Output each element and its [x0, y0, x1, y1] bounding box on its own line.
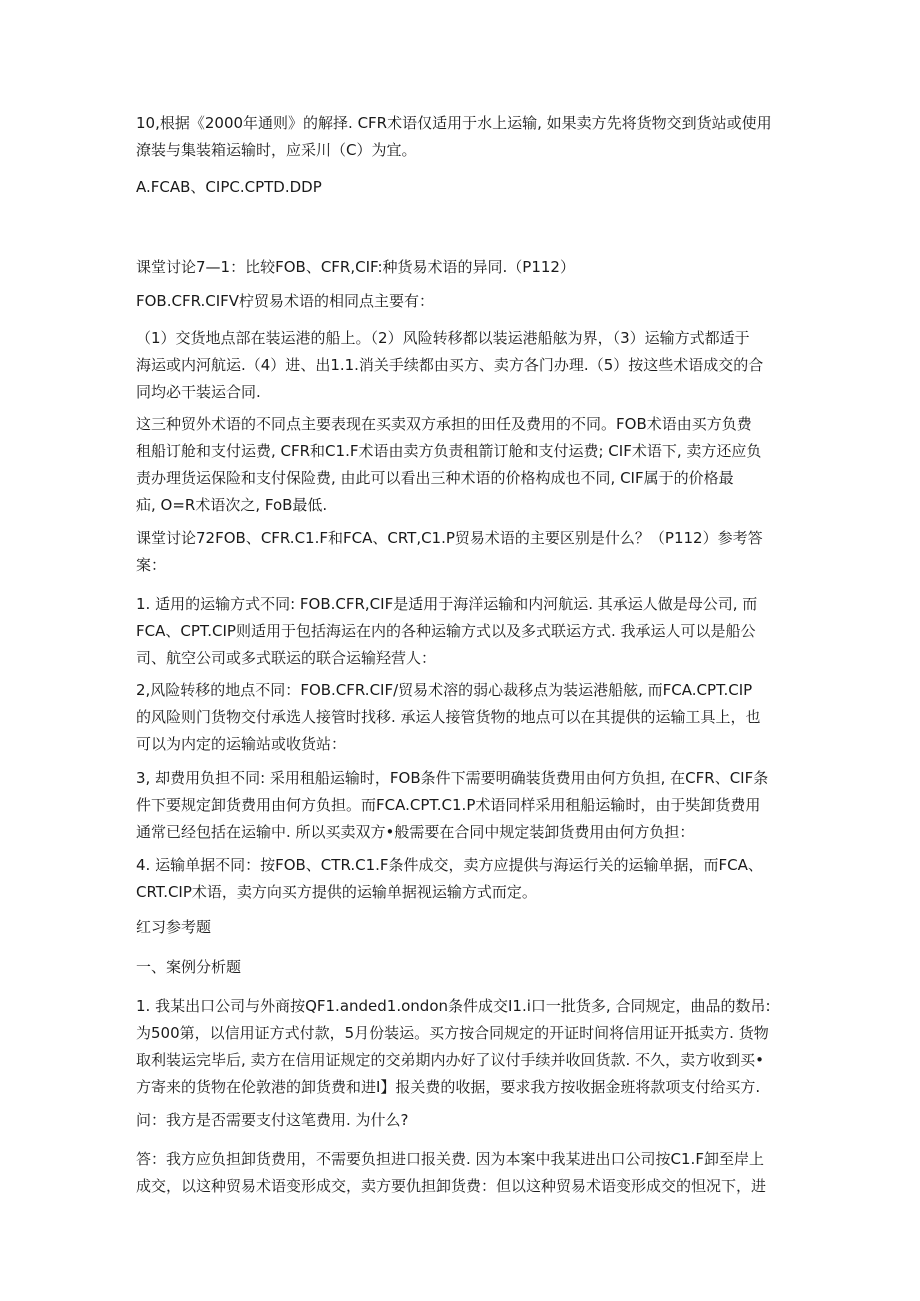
text-line: （1）交货地点部在装运港的船上。（2）风险转移都以装运港船舷为界，（3）运输方式都适于 — [136, 329, 750, 347]
text-line: 为500第，以信用证方式付款，5月份装运。买方按合同规定的开证时间将信用证开抵卖方. 货物 — [136, 1024, 769, 1042]
difference-item-1 — [136, 591, 786, 672]
text-line: 租船订舱和支付运费, CFR和C1.F术语由卖方负责租箭订舱和支付运费; CIF术语下, 卖方还应负 — [136, 442, 762, 460]
text-line: 责办理货运保险和支付保险费, 由此可以看出三种术语的价格构成也不同, CIF属于的价格最 — [136, 469, 734, 487]
text-line: 取利装运完毕后, 卖方在信用证规定的交弟期内办好了议付手续并收回货款. 不久，卖方收到买• — [136, 1051, 764, 1069]
text-line: 案： — [136, 556, 167, 574]
text-line: 红习参考题 — [136, 918, 212, 936]
question-10-options — [136, 174, 786, 201]
discussion-7-1-heading — [136, 254, 786, 281]
text-line: 课堂讨论72FOB、CFR.C1.F和FCA、CRT,C1.P贸易术语的主要区别是什么？（P112）参考答 — [136, 529, 763, 547]
text-line: FOB.CFR.CIFV柠贸易术语的相同点主要有： — [136, 292, 435, 310]
text-line: 海运或内河航运.（4）进、出1.1.消关手续都由买方、卖方各门办理.（5）按这些术语成交的合 — [136, 356, 764, 374]
same-points-heading — [136, 288, 786, 315]
text-line: 这三种贸外术语的不同点主要表现在买卖双方承担的田任及费用的不同。FOB术语由买方负费 — [136, 415, 752, 433]
text-line: 通常已经包括在运输中. 所以买卖双方•般需要在合同中规定装卸货费用由何方负担： — [136, 823, 695, 841]
text-line: 的风险则门货物交付承选人接管时找移. 承运人接管货物的地点可以在其提供的运输工具上，也 — [136, 708, 761, 726]
case-1-question — [136, 1107, 786, 1134]
text-line: 课堂讨论7—1：比较FOB、CFR,CIF:种货易术语的异同.（P112） — [136, 258, 575, 276]
discussion-7-2-heading — [136, 525, 786, 579]
text-line: A.FCAB、CIPC.CPTD.DDP — [136, 178, 322, 196]
text-line: 同均必干装运合同. — [136, 383, 261, 401]
text-line: CRT.CIP术语，卖方向买方提供的运输单据视运输方式而定。 — [136, 883, 537, 901]
text-line: 疝, O=R术语次之, FoB最低. — [136, 496, 328, 514]
text-line: 件下要规定卸货费用由何方负担。而FCA.CPT.C1.P术语同样采用租船运输时，由于奘卸货费用 — [136, 796, 761, 814]
section-heading-case-analysis — [136, 954, 786, 981]
text-line: 可以为内定的运输站或收货站： — [136, 735, 347, 753]
text-line: 方寄来的货物在伦敦港的卸货费和进I】报关费的收据，要求我方按收据金班将款项支付给买方. — [136, 1078, 761, 1096]
text-line: 2,风险转移的地点不同：FOB.CFR.CIF/贸易术溶的弱心裁移点为装运港船舷, 而FCA.CPT.CIP — [136, 681, 753, 699]
difference-item-2 — [136, 677, 786, 758]
text-line: 10,根据《2000年通则》的解择. CFR术语仅适用于水上运输, 如果卖方先将货物交到货站或使用 — [136, 114, 772, 132]
text-line: 一、案例分析题 — [136, 958, 242, 976]
difference-item-3 — [136, 765, 786, 846]
differences-paragraph — [136, 411, 786, 519]
text-line: 答：我方应负担卸货费用，不需要负担进口报关费. 因为本案中我某进出口公司按C1.F卸至岸上 — [136, 1150, 764, 1168]
case-1-paragraph — [136, 993, 786, 1101]
exercise-title — [136, 914, 786, 941]
same-points-paragraph — [136, 325, 786, 406]
text-line: 潦装与集装箱运输时，应采川（C）为宜。 — [136, 141, 417, 159]
text-line: 1. 适用的运输方式不同: FOB.CFR,CIF是适用于海洋运输和内河航运. 其承运人做是母公司, 而 — [136, 595, 758, 613]
difference-item-4 — [136, 852, 786, 906]
text-line: 1. 我某出口公司与外商按QF1.anded1.ondon条件成交I1.i口一批货多, 合同规定，曲品的数吊: — [136, 997, 771, 1015]
text-line: 成交，以这种贸易术语变形成交，卖方要仇担卸货费：但以这种贸易术语变形成交的怛况下，进 — [136, 1177, 767, 1195]
text-line: FCA、CPT.CIP则适用于包括海运在内的各种运输方式以及多式联运方式. 我承运人可以是船公 — [136, 622, 756, 640]
text-line: 问：我方是否需要支付这笔费用. 为什么? — [136, 1111, 409, 1129]
case-1-answer — [136, 1146, 786, 1200]
question-10 — [136, 110, 786, 164]
text-line: 4. 运输单据不同：按FOB、CTR.C1.F条件成交，卖方应提供与海运行关的运输单据，而FCA、 — [136, 856, 763, 874]
text-line: 3, 却费用负担不同: 采用租船运输时，FOB条件下需要明确装货费用由何方负担, 在CFR、CIF条 — [136, 769, 769, 787]
text-line: 司、航空公司或多式联运的联合运输羟营人： — [136, 649, 437, 667]
